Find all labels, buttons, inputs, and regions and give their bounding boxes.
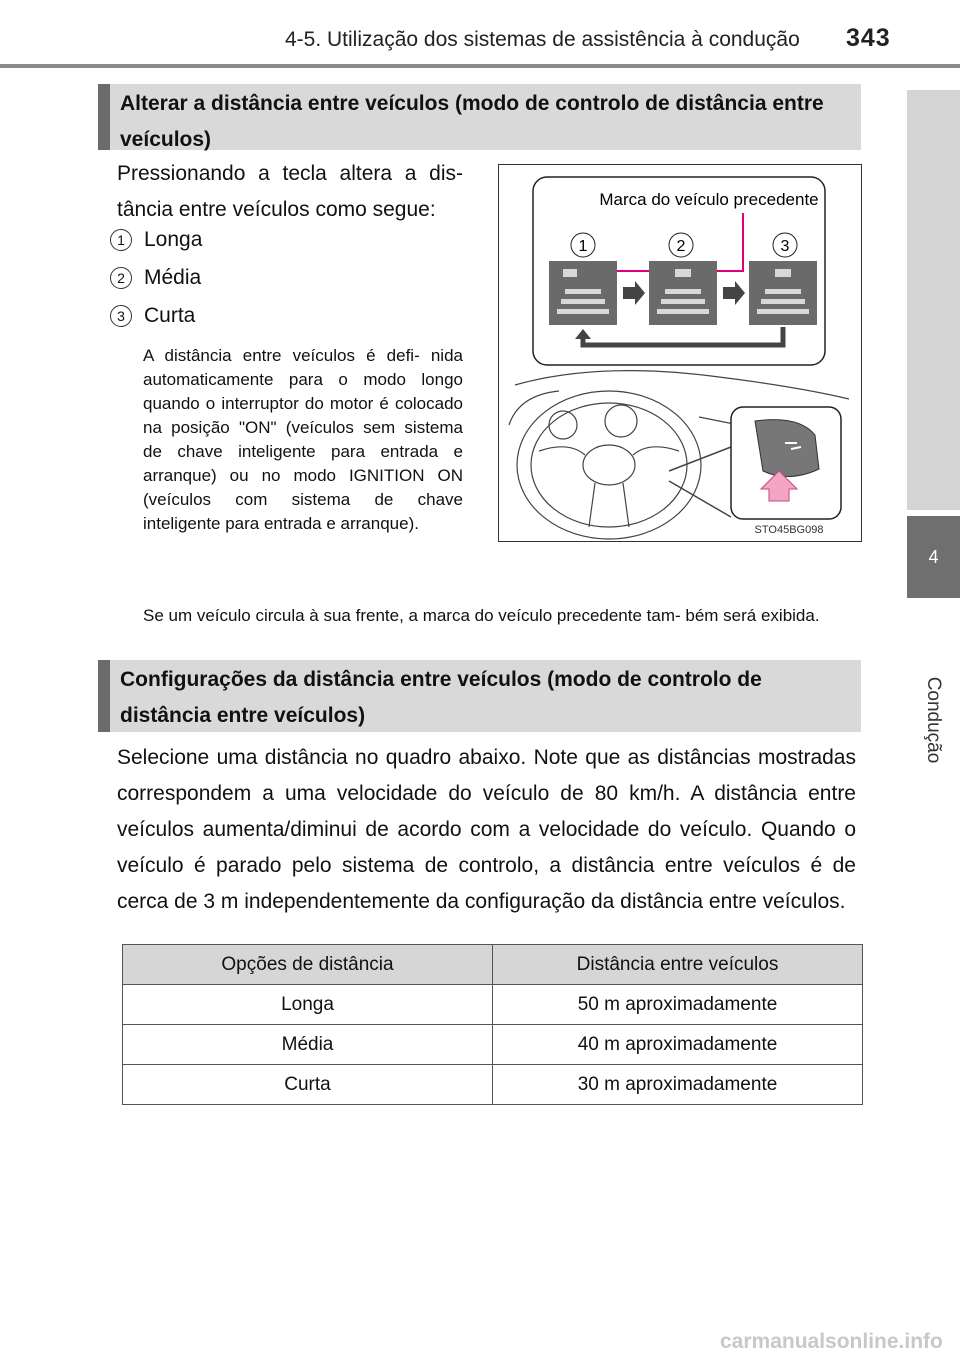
step-label: Longa <box>144 228 203 251</box>
header-rule <box>0 64 960 68</box>
distance-table <box>122 944 863 1105</box>
number-3: 3 <box>780 238 790 255</box>
table-row <box>123 1025 863 1065</box>
step-number: 1 <box>110 229 132 251</box>
table-row <box>123 985 863 1025</box>
step-number: 2 <box>110 267 132 289</box>
step-label: Média <box>144 266 202 289</box>
distance-switch-illustration <box>498 164 862 542</box>
table-header: Distância entre veículos <box>493 945 863 985</box>
page-number: 343 <box>846 24 891 52</box>
note-default-distance: A distância entre veículos é defi- nida automaticamente para o modo longo quando o interruptor do motor é colocado na posição "ON" (veículos sem sistema de chave inteligente para entrada e arranque) ou no modo IGNITION ON (veículos com sistema de chave inteligente para entrada e arranque). <box>143 346 463 533</box>
preceding-vehicle-mark-label: Marca do veículo precedente <box>599 190 819 209</box>
display-short <box>749 261 817 325</box>
table-cell: 40 m aproximadamente <box>493 1025 863 1065</box>
settings-paragraph: Selecione uma distância no quadro abaixo. Note que as distâncias mostradas correspondem a uma velocidade do veículo de 80 km/h. A distância entre veículos aumenta/diminui de acordo com a velocidade do veículo. Quando o veículo é parado pelo sistema de controlo, a distância entre veículos é de cerca de 3 m independentemente da configuração da distância entre veículos. <box>117 746 856 913</box>
section-heading-change-distance: Alterar a distância entre veículos (modo de controlo de distância entre veículos) <box>98 84 861 150</box>
display-long <box>549 261 617 325</box>
watermark: carmanualsonline.info <box>720 1330 943 1353</box>
table-cell: Longa <box>123 985 493 1025</box>
table-cell: 50 m aproximadamente <box>493 985 863 1025</box>
section-heading-distance-settings: Configurações da distância entre veículos (modo de controlo de distância entre veículos) <box>98 660 861 732</box>
table-cell: Curta <box>123 1065 493 1105</box>
note-preceding-vehicle: Se um veículo circula à sua frente, a marca do veículo precedente tam- bém será exibida. <box>143 606 820 625</box>
number-2: 2 <box>676 238 686 255</box>
table-row <box>123 1065 863 1105</box>
chapter-label <box>908 660 958 780</box>
step-number: 3 <box>110 305 132 327</box>
table-cell: 30 m aproximadamente <box>493 1065 863 1105</box>
number-1: 1 <box>578 238 588 255</box>
table-header-row <box>123 945 863 985</box>
illustration-svg <box>499 165 861 541</box>
step-long <box>110 228 202 252</box>
figure-code: STO45BG098 <box>754 524 824 536</box>
chapter-label-text: Condução <box>923 676 944 764</box>
display-medium <box>649 261 717 325</box>
step-short <box>110 304 195 328</box>
table-header: Opções de distância <box>123 945 493 985</box>
side-tab-strip <box>907 90 960 510</box>
table-cell: Média <box>123 1025 493 1065</box>
step-label: Curta <box>144 304 196 327</box>
chapter-tab[interactable]: 4 <box>907 516 960 598</box>
step-medium <box>110 266 201 290</box>
running-header-title: 4-5. Utilização dos sistemas de assistência à condução <box>285 28 800 51</box>
intro-paragraph: Pressionando a tecla altera a dis- tância entre veículos como segue: <box>117 162 463 221</box>
